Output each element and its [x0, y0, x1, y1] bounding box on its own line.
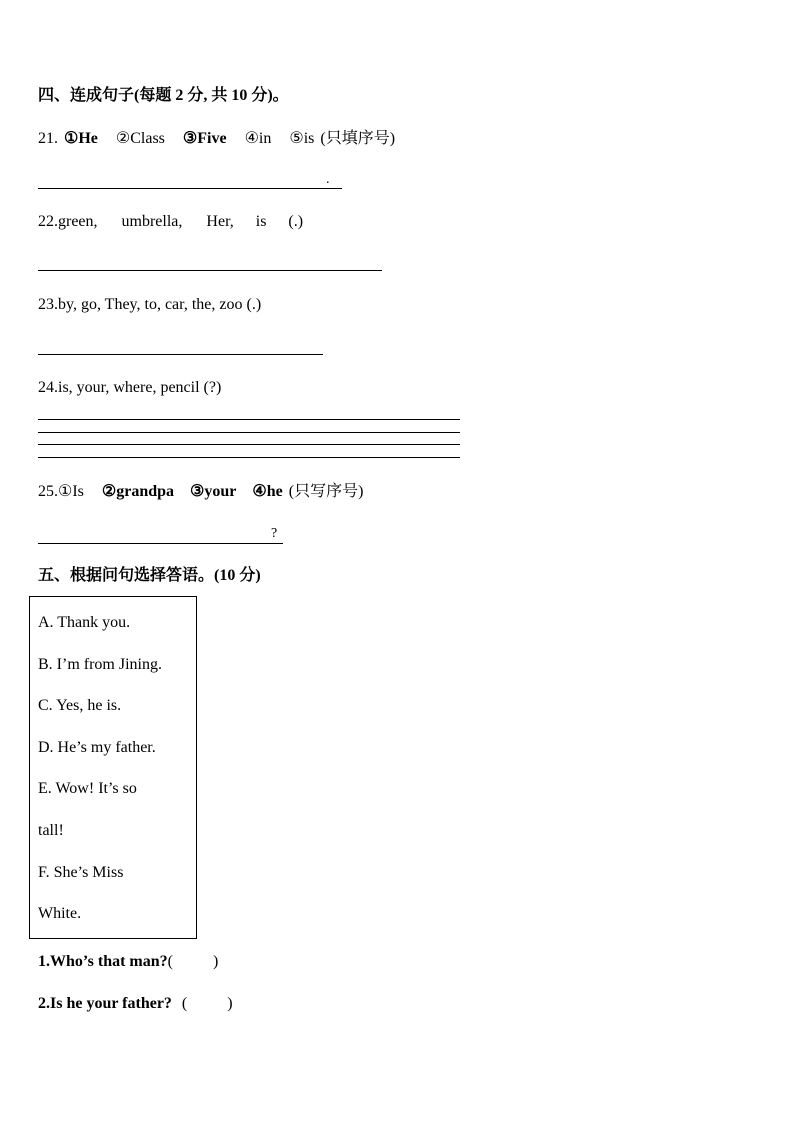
option-e-continued: tall! — [38, 822, 64, 839]
question-21 — [38, 129, 395, 149]
writing-line[interactable] — [38, 444, 460, 445]
word-option: ⑤is — [289, 130, 315, 147]
word-option: ②grandpa — [101, 483, 175, 500]
question-s5-1 — [38, 952, 218, 972]
question-number: 25. — [38, 483, 58, 500]
word-option: ①Is — [58, 483, 84, 500]
question-s5-2 — [38, 994, 233, 1014]
word-option: umbrella, — [121, 213, 183, 230]
word-option: is — [255, 213, 267, 230]
section-5-title: 五、根据问句选择答语。(10 分) — [38, 567, 261, 584]
answer-line-22[interactable] — [38, 270, 382, 271]
instruction-note: (只填序号) — [320, 130, 396, 147]
answer-blank[interactable]: ( ) — [181, 995, 233, 1012]
word-option: Her, — [206, 213, 234, 230]
word-option: ②Class — [115, 130, 165, 147]
word-option: ④he — [252, 483, 283, 500]
option-d: D. He’s my father. — [38, 739, 156, 756]
answer-options-box — [29, 596, 197, 939]
question-number: 21. — [38, 130, 58, 147]
writing-line[interactable] — [38, 432, 460, 433]
end-punctuation: (.) — [288, 213, 304, 230]
option-f-continued: White. — [38, 905, 82, 922]
question-text: 1.Who’s that man? — [38, 953, 168, 970]
end-punctuation: . — [326, 172, 330, 187]
answer-line-21[interactable] — [38, 188, 342, 189]
word-option: ③your — [190, 483, 237, 500]
word-option: ④in — [244, 130, 272, 147]
option-a: A. Thank you. — [38, 614, 131, 631]
answer-line-23[interactable] — [38, 354, 323, 355]
answer-line-25[interactable] — [38, 543, 283, 544]
section-4-title: 四、连成句子(每题 2 分, 共 10 分)。 — [38, 87, 289, 104]
end-punctuation: ? — [271, 526, 278, 541]
question-22 — [38, 212, 303, 232]
question-text: 2.Is he your father? — [38, 995, 172, 1012]
option-b: B. I’m from Jining. — [38, 656, 162, 673]
option-e: E. Wow! It’s so — [38, 780, 137, 797]
question-23: 23.by, go, They, to, car, the, zoo (.) — [38, 296, 262, 313]
word-option: ①He — [64, 130, 98, 147]
question-24: 24.is, your, where, pencil (?) — [38, 379, 222, 396]
writing-line[interactable] — [38, 457, 460, 458]
word-option: ③Five — [182, 130, 227, 147]
question-25 — [38, 482, 363, 502]
option-c: C. Yes, he is. — [38, 697, 122, 714]
writing-line[interactable] — [38, 419, 460, 420]
instruction-note: (只写序号) — [288, 483, 364, 500]
word-option: green, — [58, 213, 98, 230]
option-f: F. She’s Miss — [38, 864, 124, 881]
answer-blank[interactable]: ( ) — [167, 953, 219, 970]
question-number: 22. — [38, 213, 58, 230]
